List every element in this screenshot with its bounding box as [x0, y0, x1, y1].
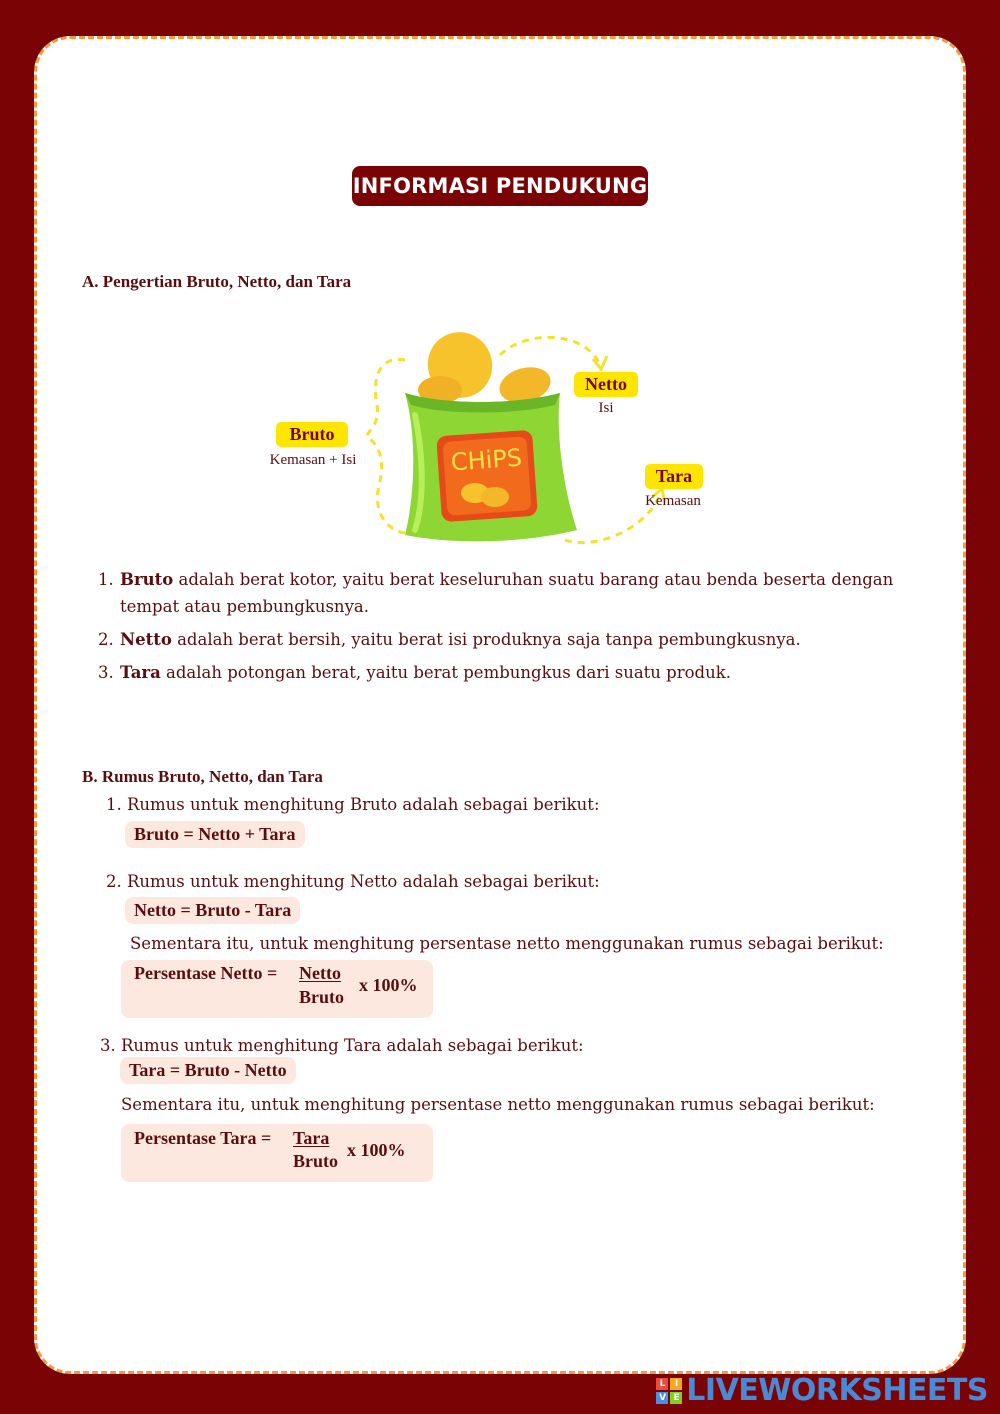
tara-percentage-note: Sementara itu, untuk menghitung persentase netto menggunakan rumus sebagai berikut: [121, 1095, 875, 1114]
bruto-badge: Bruto [276, 422, 348, 447]
definition-list [98, 566, 918, 692]
section-a-heading: A. Pengertian Bruto, Netto, dan Tara [82, 272, 352, 291]
svg-text:CHiPS: CHiPS [449, 443, 523, 477]
list-item: 2. Netto adalah berat bersih, yaitu berat isi produknya saja tanpa pembungkusnya. [98, 630, 801, 649]
list-item: 1. Bruto adalah berat kotor, yaitu berat keseluruhan suatu barang atau benda beserta dengan tempat atau pembungkusnya. [98, 570, 894, 616]
tara-formula: Tara = Bruto - Netto [120, 1057, 296, 1084]
netto-caption: Isi [598, 400, 614, 416]
liveworksheets-watermark: L I V E LIVEWORKSHEETS [656, 1373, 988, 1408]
netto-formula-intro: 2. Rumus untuk menghitung Netto adalah sebagai berikut: [106, 872, 600, 891]
bruto-formula: Bruto = Netto + Tara [125, 821, 305, 848]
netto-percentage-formula: Persentase Netto = Netto Bruto x 100% [121, 960, 433, 1018]
netto-badge: Netto [574, 372, 638, 397]
tara-caption: Kemasan [645, 493, 701, 509]
netto-formula: Netto = Bruto - Tara [125, 897, 300, 924]
page-title: INFORMASI PENDUKUNG [352, 166, 648, 206]
bruto-caption: Kemasan + Isi [269, 452, 357, 468]
netto-percentage-note: Sementara itu, untuk menghitung persentase netto menggunakan rumus sebagai berikut: [130, 934, 884, 953]
tara-percentage-formula: Persentase Tara = Tara Bruto x 100% [121, 1124, 433, 1182]
tara-formula-intro: 3. Rumus untuk menghitung Tara adalah sebagai berikut: [100, 1036, 584, 1055]
liveworksheets-logo-icon: L I V E [656, 1378, 682, 1404]
list-item: 3. Tara adalah potongan berat, yaitu berat pembungkus dari suatu produk. [98, 663, 731, 682]
bruto-formula-intro: 1. Rumus untuk menghitung Bruto adalah sebagai berikut: [106, 795, 600, 814]
section-b-heading: B. Rumus Bruto, Netto, dan Tara [82, 767, 323, 786]
tara-badge: Tara [645, 464, 703, 489]
